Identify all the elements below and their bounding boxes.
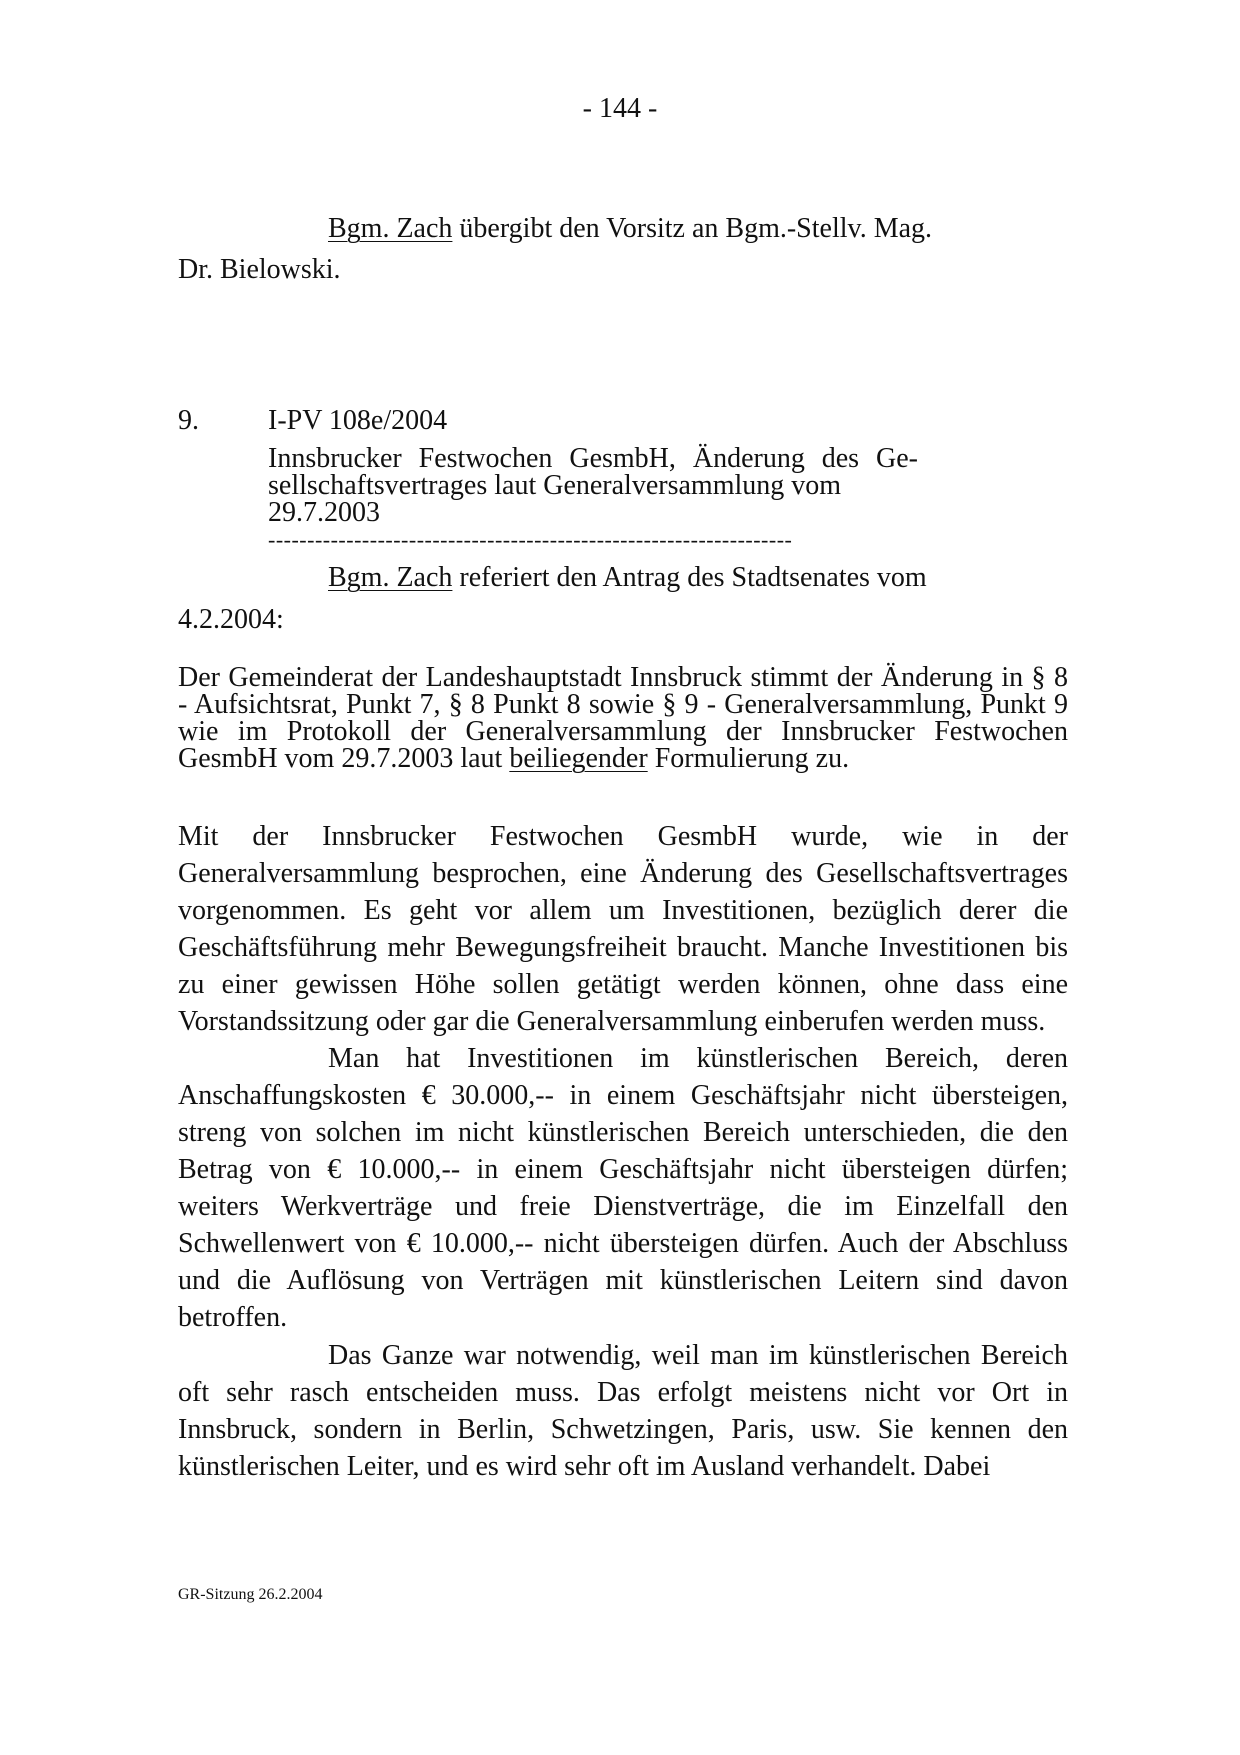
handover-line (328, 210, 932, 247)
page-number: - 144 - (582, 93, 658, 124)
report-date: 4.2.2004: (178, 604, 284, 635)
motion-text (178, 664, 1068, 772)
item-title-line-3: 29.7.2003 (268, 497, 380, 528)
item-title (268, 445, 918, 526)
speaker-name: Bgm. Zach (328, 213, 453, 244)
handover-line-2: Dr. Bielowski. (178, 254, 341, 285)
paragraph-2: Man hat Investitionen im künstlerischen Bereich, deren Anschaffungskosten € 30.000,-- in einem Geschäftsjahr nicht übersteigen, streng von solchen im nicht künstlerischen Bereich unterschieden, die den Betrag von € 10.000,-- in einem Geschäftsjahr nicht übersteigen dürfen; weiters Werkverträge und freie Dienstverträge, die im Einzelfall den Schwellenwert von € 10.000,-- nicht übersteigen dürfen. Auch der Abschluss und die Auflösung von Verträgen mit künstlerischen Leitern sind davon betroffen. (178, 1043, 1068, 1333)
motion-underlined: beiliegender (509, 743, 648, 774)
item-title-line-2: sellschaftsvertrages laut Generalversammlung vom (268, 470, 842, 501)
speaker-name: Bgm. Zach (328, 562, 453, 593)
item-number: 9. (178, 405, 199, 436)
item-code: I-PV 108e/2004 (268, 405, 448, 436)
report-line (328, 559, 927, 596)
paragraph-1: Mit der Innsbrucker Festwochen GesmbH wurde, wie in der Generalversammlung besprochen, eine Änderung des Gesellschaftsvertrages vorgenommen. Es geht vor allem um Investitionen, bezüglich derer die Geschäftsführung mehr Bewegungsfreiheit braucht. Manche Investitionen bis zu einer gewissen Höhe sollen getätigt werden können, ohne dass eine Vorstandssitzung oder gar die Generalversammlung einberufen werden muss. (178, 821, 1068, 1037)
motion-body: Der Gemeinderat der Landeshauptstadt Innsbruck stimmt der Änderung in § 8 - Aufsichtsrat, Punkt 7, § 8 Punkt 8 sowie § 9 - Generalversammlung, Punkt 9 wie im Protokoll der Generalversammlung der Innsbrucker Festwochen GesmbH vom 29.7.2003 laut (178, 662, 1068, 774)
report-text: referiert den Antrag des Stadtsenates vom (452, 562, 927, 593)
footer-session: GR-Sitzung 26.2.2004 (178, 1586, 323, 1603)
motion-tail: Formulierung zu. (647, 743, 850, 774)
handover-text: übergibt den Vorsitz an Bgm.-Stellv. Mag. (452, 213, 933, 244)
separator-line: ------------------------------------------------------------------- (268, 527, 793, 552)
paragraph-3: Das Ganze war notwendig, weil man im künstlerischen Bereich oft sehr rasch entscheiden muss. Das erfolgt meistens nicht vor Ort in Innsbruck, sondern in Berlin, Schwetzingen, Paris, usw. Sie kennen den künstlerischen Leiter, und es wird sehr oft im Ausland verhandelt. Dabei (178, 1340, 1068, 1482)
item-title-line-1: Innsbrucker Festwochen GesmbH, Änderung des Ge- (268, 443, 918, 474)
